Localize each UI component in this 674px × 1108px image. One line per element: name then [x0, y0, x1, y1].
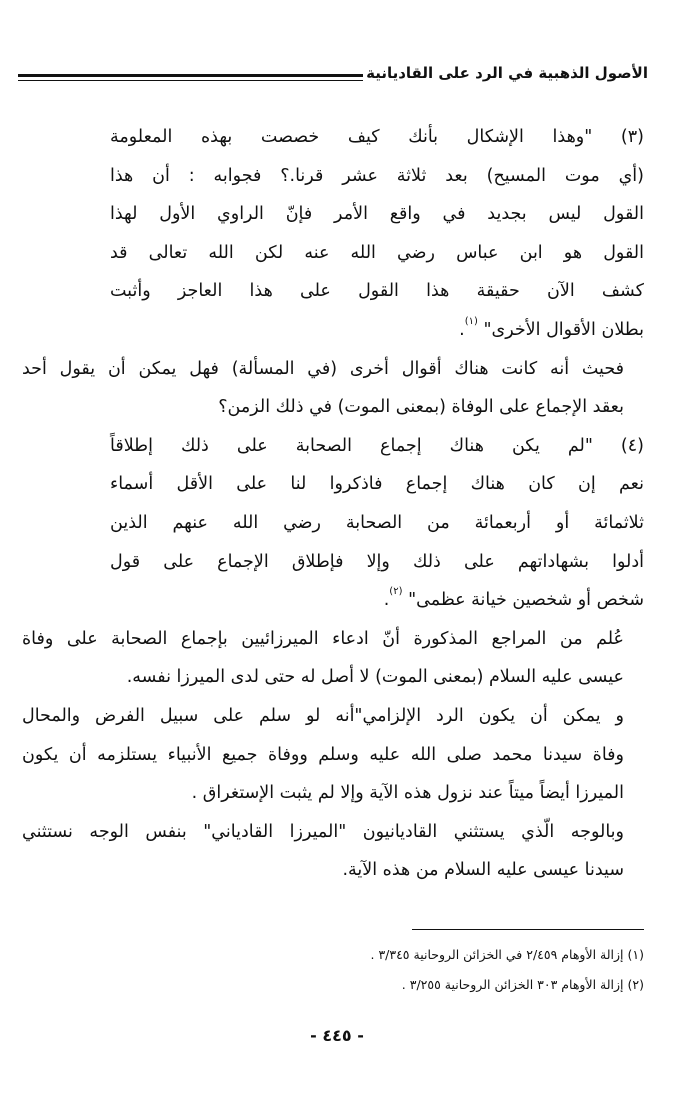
paragraph-3-line-3: الميرزا أيضاً ميتاً عند نزول هذه الآية وإلا لم يثبت الإستغراق .	[191, 783, 624, 804]
quote-4-line-1: (٤) "لم يكن هناك إجماع الصحابة على ذلك إطلاقاً	[110, 435, 644, 456]
header-rule-thick	[18, 74, 363, 77]
quote-4-line-5: شخص أو شخصين خيانة عظمى" $^{(٢)}$.	[383, 586, 644, 611]
quote-3-line-6: بطلان الأقوال الأخرى" $^{(١)}$.	[459, 316, 644, 340]
quote-4-line-5-text: شخص أو شخصين خيانة عظمى"	[408, 590, 644, 611]
page-number: - ٤٤٥ -	[310, 1026, 364, 1045]
paragraph-1	[22, 350, 644, 427]
quote-4-line-3: ثلاثمائة أو أربعمائة من الصحابة رضي الله عنهم الذين	[110, 512, 644, 533]
footnotes	[44, 940, 644, 1000]
quote-4	[110, 427, 644, 620]
footnote-ref-1: (١)	[464, 316, 478, 328]
quote-3-line-6-text: بطلان الأقوال الأخرى"	[483, 319, 644, 340]
paragraph-3	[22, 697, 644, 813]
paragraph-1-line-2: بعقد الإجماع على الوفاة (بمعنى الموت) في ذلك الزمن؟	[218, 397, 624, 418]
footnote-separator	[412, 929, 644, 930]
header-rule-thin	[18, 80, 363, 81]
paragraph-2-line-2: عيسى عليه السلام (بمعنى الموت) لا أصل له حتى لدى الميرزا نفسه.	[126, 667, 624, 688]
footnote-2: (٢) إزالة الأوهام ٣٠٣ الخزائن الروحانية ٣/٢٥٥ .	[401, 977, 644, 992]
quote-3-line-2: (أي موت المسيح) بعد ثلاثة عشر قرنا.؟ فجوابه : أن هذا	[110, 165, 644, 186]
paragraph-2	[22, 620, 644, 697]
running-head	[18, 62, 648, 92]
body-text	[22, 118, 644, 890]
quote-3	[110, 118, 644, 350]
footnote-ref-2: (٢)	[389, 586, 403, 598]
quote-3-line-3: القول ليس بجديد في واقع الأمر فإنّ الراوي الأول لهذا	[110, 204, 644, 225]
paragraph-4	[22, 813, 644, 890]
running-title: الأصول الذهبية في الرد على القاديانية	[366, 64, 648, 82]
quote-3-line-5: كشف الآن حقيقة هذا القول على هذا العاجز وأثبت	[110, 281, 644, 302]
paragraph-4-line-2: سيدنا عيسى عليه السلام من هذه الآية.	[342, 860, 624, 881]
quote-3-line-4: القول هو ابن عباس رضي الله عنه لكن الله تعالى قد	[110, 242, 644, 263]
paragraph-4-line-1: وبالوجه الّذي يستثني القاديانيون "الميرزا القادياني" بنفس الوجه نستثني	[22, 821, 624, 842]
paragraph-2-line-1: عُلم من المراجع المذكورة أنّ ادعاء الميرزائيين بإجماع الصحابة على وفاة	[22, 628, 624, 649]
paragraph-1-line-1: فحيث أنه كانت هناك أقوال أخرى (في المسألة) فهل يمكن أن يقول أحد	[22, 358, 624, 379]
footnote-1: (١) إزالة الأوهام ٢/٤٥٩ في الخزائن الروحانية ٣/٣٤٥ .	[370, 947, 644, 962]
paragraph-3-line-2: وفاة سيدنا محمد صلى الله عليه وسلم ووفاة جميع الأنبياء يستلزمه أن يكون	[22, 744, 624, 765]
quote-4-line-2: نعم إن كان هناك إجماع فاذكروا لنا على الأقل أسماء	[110, 474, 644, 495]
quote-4-line-4: أدلوا بشهاداتهم على ذلك وإلا فإطلاق الإجماع على قول	[110, 551, 644, 572]
quote-3-line-1: (٣) "وهذا الإشكال بأنك كيف خصصت بهذه المعلومة	[110, 127, 644, 147]
paragraph-3-line-1: و يمكن أن يكون الرد الإلزامي"أنه لو سلم على سبيل الفرض والمحال	[22, 705, 624, 726]
